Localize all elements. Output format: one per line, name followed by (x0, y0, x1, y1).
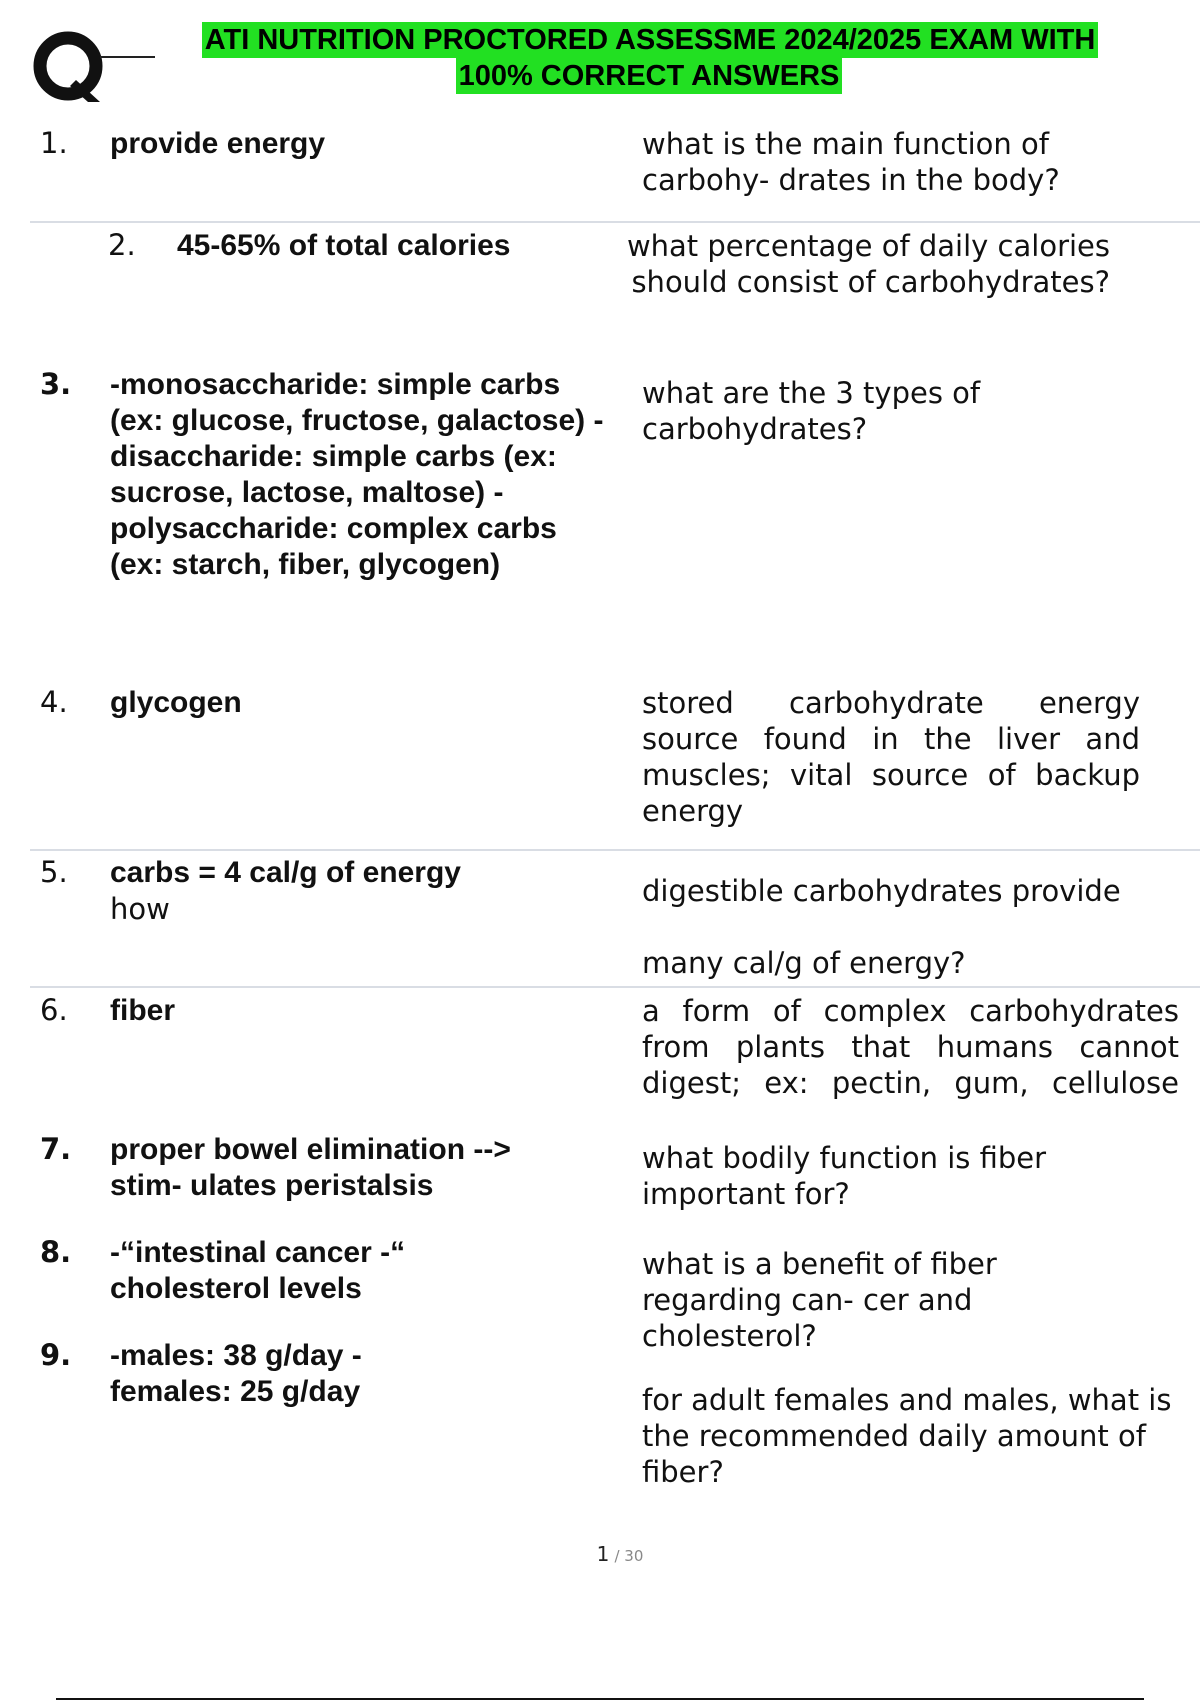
item-answer: -males: 38 g/day -females: 25 g/day (110, 1339, 362, 1408)
item-number: 4. (40, 685, 68, 719)
item-question: a form of complex carbohydrates from plants that humans cannot digest; ex: pectin, gum, cellulose (642, 994, 1179, 1100)
item-question: for adult females and males, what is the recommended daily amount of fiber? (642, 1383, 1172, 1489)
item-answer: 45-65% of total calories (177, 229, 511, 262)
page-total: / 30 (614, 1547, 644, 1565)
item-number: 7. (40, 1132, 72, 1166)
page-indicator (0, 1542, 1200, 1566)
item-question: what bodily function is fiber important for? (642, 1141, 1047, 1211)
row-divider (30, 986, 1200, 988)
item-number: 3. (40, 367, 72, 401)
item-answer: -monosaccharide: simple carbs (ex: glucose, fructose, galactose) -disaccharide: simple carbs (ex: sucrose, lactose, maltose) -polysaccharide: complex carbs (ex: starch, fiber, glycogen) (110, 368, 604, 581)
item-answer: fiber (110, 994, 176, 1027)
item-number: 1. (40, 126, 68, 160)
item-number: 9. (40, 1338, 72, 1372)
item-question: digestible carbohydrates provide many cal/g of energy? (642, 874, 1121, 980)
item-answer: carbs = 4 cal/g of energy (110, 856, 461, 889)
item-number: 5. (40, 855, 68, 889)
document-title (0, 22, 1200, 94)
title-line-2: 100% CORRECT ANSWERS (456, 58, 843, 94)
row-divider (30, 849, 1200, 851)
item-answer: proper bowel elimination --> stim- ulates peristalsis (110, 1133, 511, 1202)
page-current: 1 (596, 1542, 610, 1566)
item-number: 8. (40, 1235, 72, 1269)
item-question: what is a benefit of fiber regarding can- cer and cholesterol? (642, 1247, 997, 1353)
item-question: what are the 3 types of carbohydrates? (642, 376, 981, 446)
item-answer: provide energy (110, 127, 326, 160)
item-question: what is the main function of carbohy- drates in the body? (642, 127, 1060, 197)
row-divider (30, 221, 1200, 223)
title-line-1: ATI NUTRITION PROCTORED ASSESSME 2024/2025 EXAM WITH (202, 22, 1099, 58)
item-question: what percentage of daily calories should consist of carbohydrates? (626, 229, 1110, 299)
item-question: stored carbohydrate energy source found in the liver and muscles; vital source of backup energy (642, 686, 1140, 828)
item-answer: glycogen (110, 686, 242, 719)
item-answer: -“intestinal cancer -“ cholesterol levels (110, 1236, 406, 1305)
item-answer-continuation: how (110, 892, 170, 926)
item-number: 6. (40, 993, 68, 1027)
item-number: 2. (108, 228, 136, 262)
